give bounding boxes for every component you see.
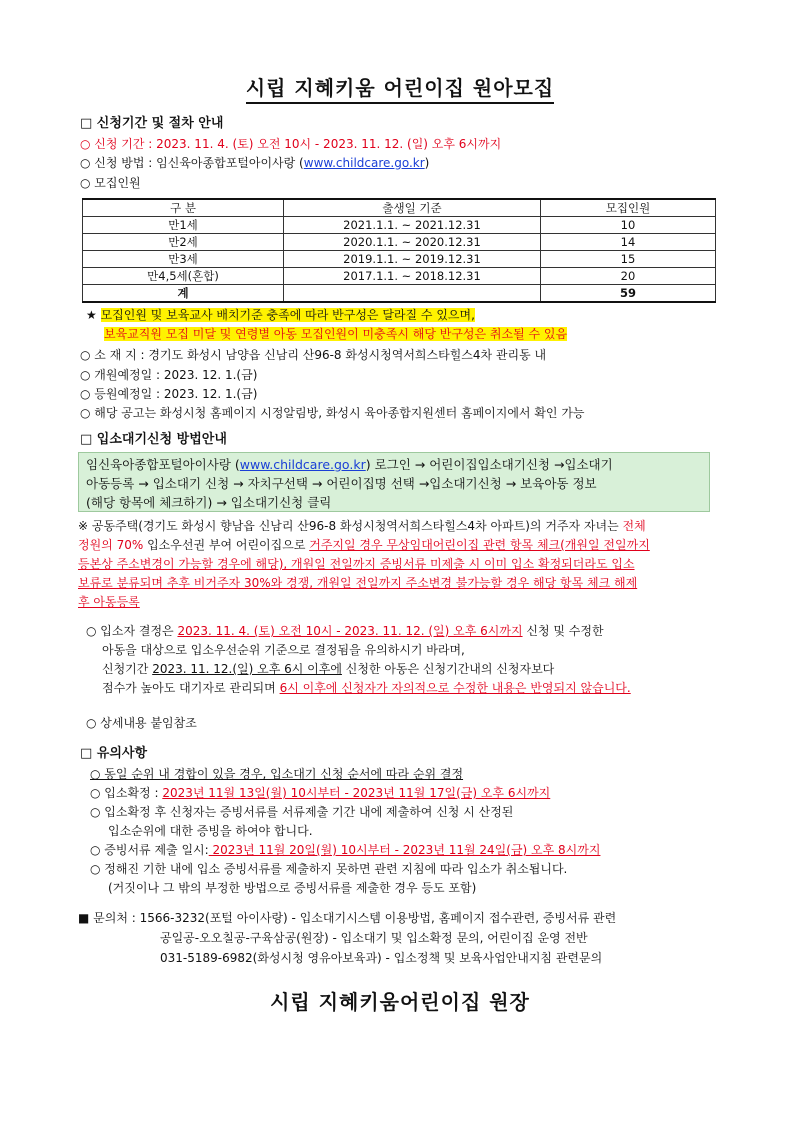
note-confirm-period: ○ 입소확정 : 2023년 11월 13일(월) 10시부터 - 2023년 11월 17일(금) 오후 6시까지 bbox=[90, 786, 551, 800]
cell-birthdate: 2019.1.1. ~ 2019.12.31 bbox=[284, 251, 541, 268]
notice-line-1: ★ 모집인원 및 보육교사 배치기준 충족에 따라 반구성은 달라질 수 있으며, bbox=[86, 308, 475, 322]
note-ranking: ○ 동일 순위 내 경합이 있을 경우, 입소대기 신청 순서에 따라 순위 결정 bbox=[90, 767, 464, 781]
cell-birthdate: 2017.1.1. ~ 2018.12.31 bbox=[284, 268, 541, 285]
notice-line-2: 보육교직원 모집 미달 및 연령별 아동 모집인원이 미충족시 해당 반구성은 취소될 수 있음 bbox=[104, 327, 568, 341]
enroll-date: ○ 등원예정일 : 2023. 12. 1.(금) bbox=[80, 387, 258, 401]
cell-total-label: 계 bbox=[83, 285, 284, 303]
resident-note-1: ※ 공동주택(경기도 화성시 향남읍 신남리 산96-8 화성시청역서희스타힐스4차 아파트)의 거주자 자녀는 전체 bbox=[78, 519, 646, 533]
childcare-link-2[interactable]: www.childcare.go.kr bbox=[239, 457, 366, 472]
section-application-heading: □ 신청기간 및 절차 안내 bbox=[80, 116, 224, 131]
decision-line-3: 신청기간 2023. 11. 12.(일) 오후 6시 이후에 신청한 아동은 신청기간내의 신청자보다 bbox=[102, 662, 555, 676]
table-row bbox=[83, 217, 716, 234]
header-birthdate: 출생일 기준 bbox=[284, 199, 541, 217]
page-title: 시립 지혜키움 어린이집 원아모집 bbox=[0, 72, 800, 101]
table-header-row bbox=[83, 199, 716, 217]
resident-note-4: 보류로 분류되며 추후 비거주자 30%와 경쟁, 개원일 전일까지 주소변경 불가능할 경우 해당 항목 체크 해제 bbox=[78, 576, 638, 590]
header-capacity: 모집인원 bbox=[541, 199, 716, 217]
contact-line-1: ■ 문의처 : 1566-3232(포털 아이사랑) - 입소대기시스템 이용방법, 홈페이지 접수관련, 증빙서류 관련 bbox=[78, 911, 617, 925]
steps-line-2: 아동등록 → 입소대기 신청 → 자치구선택 → 어린이집명 선택 →입소대기신청 → 보육아동 정보 bbox=[86, 476, 597, 491]
cell-capacity: 10 bbox=[541, 217, 716, 234]
resident-note-5: 후 아동등록 bbox=[78, 595, 140, 609]
cell-capacity: 20 bbox=[541, 268, 716, 285]
location: ○ 소 재 지 : 경기도 화성시 남양읍 신남리 산96-8 화성시청역서희스타힐스4차 관리동 내 bbox=[80, 348, 547, 362]
recruit-label: ○ 모집인원 bbox=[80, 176, 141, 190]
attachment-reference: ○ 상세내용 붙임참조 bbox=[86, 716, 197, 730]
cell-category: 만4,5세(혼합) bbox=[83, 268, 284, 285]
cell-capacity: 15 bbox=[541, 251, 716, 268]
cell-birthdate: 2021.1.1. ~ 2021.12.31 bbox=[284, 217, 541, 234]
application-method: ○ 신청 방법 : 임신육아종합포털아이사랑 (www.childcare.go.kr) bbox=[80, 156, 430, 170]
header-category: 구 분 bbox=[83, 199, 284, 217]
cell-category: 만2세 bbox=[83, 234, 284, 251]
cell-birthdate: 2020.1.1. ~ 2020.12.31 bbox=[284, 234, 541, 251]
decision-line-1: ○ 입소자 결정은 2023. 11. 4. (토) 오전 10시 - 2023. 11. 12. (일) 오후 6시까지 신청 및 수정한 bbox=[86, 624, 604, 638]
signature-director: 시립 지혜키움어린이집 원장 bbox=[270, 990, 530, 1014]
cell-total-empty bbox=[284, 285, 541, 303]
cell-category: 만3세 bbox=[83, 251, 284, 268]
table-total-row bbox=[83, 285, 716, 303]
table-row bbox=[83, 234, 716, 251]
section-notes-heading: □ 유의사항 bbox=[80, 746, 148, 761]
cell-total-value: 59 bbox=[541, 285, 716, 303]
childcare-link[interactable]: www.childcare.go.kr bbox=[303, 156, 425, 170]
note-documents: ○ 입소확정 후 신청자는 증빙서류를 서류제출 기간 내에 제출하여 신청 시 산정된 bbox=[90, 805, 514, 819]
resident-note-2: 정원의 70% 입소우선권 부여 어린이집으로 거주지일 경우 무상임대어린이집 관련 항목 체크(개원일 전일까지 bbox=[78, 538, 650, 552]
steps-line-1: 임신육아종합포털아이사랑 (www.childcare.go.kr) 로그인 → 어린이집입소대기신청 →입소대기 bbox=[86, 457, 613, 472]
contact-line-3: 031-5189-6982(화성시청 영유아보육과) - 입소정책 및 보육사업안내지침 관련문의 bbox=[160, 951, 603, 965]
table-row bbox=[83, 268, 716, 285]
note-documents-cont: 입소순위에 대한 증빙을 하여야 합니다. bbox=[108, 824, 313, 838]
cell-category: 만1세 bbox=[83, 217, 284, 234]
star-icon: ★ bbox=[86, 308, 97, 322]
opening-date: ○ 개원예정일 : 2023. 12. 1.(금) bbox=[80, 368, 258, 382]
contact-line-2: 공일공-오오칠공-구육삼공(원장) - 입소대기 및 입소확정 문의, 어린이집 운영 전반 bbox=[160, 931, 588, 945]
table-row bbox=[83, 251, 716, 268]
announcement-info: ○ 해당 공고는 화성시청 홈페이지 시정알림방, 화성시 육아종합지원센터 홈페이지에서 확인 가능 bbox=[80, 406, 585, 420]
resident-note-3: 등본상 주소변경이 가능할 경우에 해당), 개원일 전일까지 증빙서류 미제출 시 이미 입소 확정되더라도 입소 bbox=[78, 557, 635, 571]
cell-capacity: 14 bbox=[541, 234, 716, 251]
note-submission-period: ○ 증빙서류 제출 일시: 2023년 11월 20일(월) 10시부터 - 2023년 11월 24일(금) 오후 8시까지 bbox=[90, 843, 601, 857]
steps-line-3: (해당 항목에 체크하기) → 입소대기신청 클릭 bbox=[86, 495, 332, 510]
recruitment-table bbox=[82, 198, 716, 303]
decision-line-4: 점수가 높아도 대기자로 관리되며 6시 이후에 신청자가 자의적으로 수정한 내용은 반영되지 않습니다. bbox=[102, 681, 631, 695]
decision-line-2: 아동을 대상으로 입소우선순위 기준으로 결정됨을 유의하시기 바라며, bbox=[102, 643, 465, 657]
application-period: ○ 신청 기간 : 2023. 11. 4. (토) 오전 10시 - 2023. 11. 12. (일) 오후 6시까지 bbox=[80, 137, 502, 151]
section-waitlist-heading: □ 입소대기신청 방법안내 bbox=[80, 432, 227, 447]
note-cancellation: ○ 정해진 기한 내에 입소 증빙서류를 제출하지 못하면 관련 지침에 따라 입소가 취소됩니다. bbox=[90, 862, 568, 876]
note-cancellation-cont: (거짓이나 그 밖의 부정한 방법으로 증빙서류를 제출한 경우 등도 포함) bbox=[108, 881, 477, 895]
